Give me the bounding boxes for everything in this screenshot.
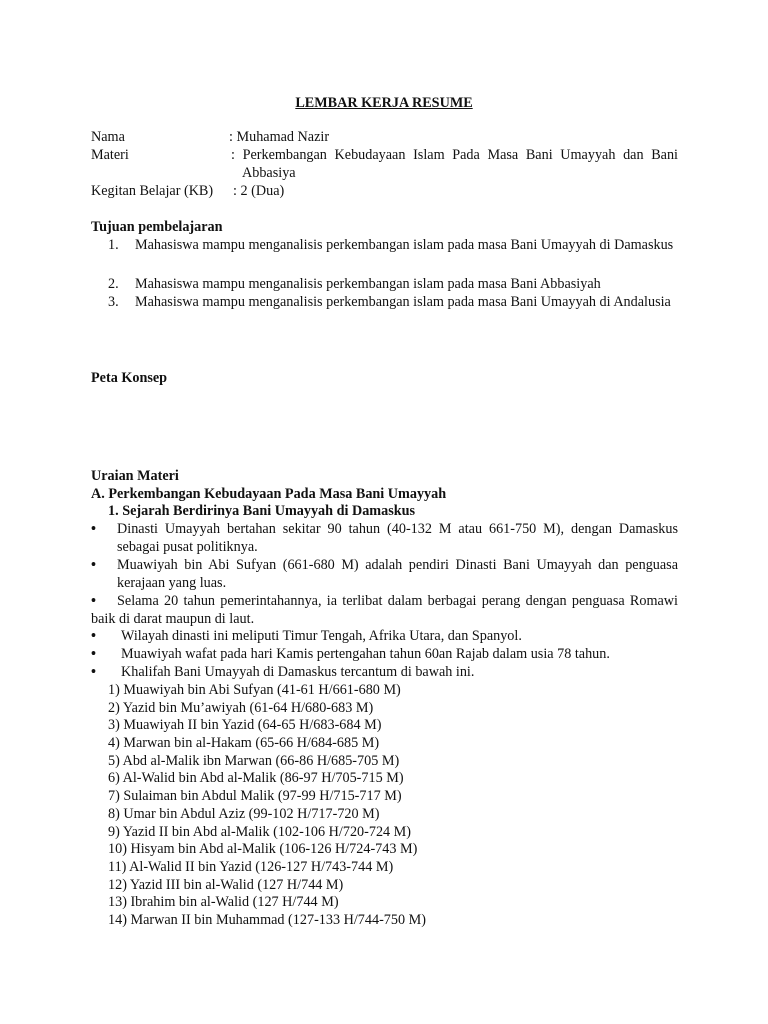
kb-value: : 2 (Dua) [233, 183, 285, 199]
bullet-icon: • [91, 646, 96, 662]
tujuan-item-1 [108, 236, 678, 254]
list-number: 1. [108, 237, 119, 253]
caliph-list-item: 4) Marwan bin al-Hakam (65-66 H/684-685 M) [108, 735, 380, 751]
materi-label: Materi [91, 147, 129, 163]
caliph-list-item: 12) Yazid III bin al-Walid (127 H/744 M) [108, 877, 344, 893]
bullet-item-4 [91, 627, 678, 645]
caliph-list-item: 8) Umar bin Abdul Aziz (99-102 H/717-720 M) [108, 806, 380, 822]
materi-value: : Perkembangan Kebudayaan Islam Pada Masa Bani Umayyah dan Bani [231, 147, 678, 163]
kb-label: Kegitan Belajar (KB) [91, 183, 214, 199]
peta-konsep-heading: Peta Konsep [91, 370, 168, 386]
bullet-text: Dinasti Umayyah bertahan sekitar 90 tahun (40-132 M atau 661-750 M), dengan Damaskus sebagai pusat politiknya. [117, 521, 678, 555]
nama-label: Nama [91, 129, 125, 145]
uraian-heading: Uraian Materi [91, 468, 179, 484]
caliph-list-item: 6) Al-Walid bin Abd al-Malik (86-97 H/705-715 M) [108, 770, 404, 786]
bullet-icon: • [91, 521, 96, 537]
caliph-list-item: 7) Sulaiman bin Abdul Malik (97-99 H/715-717 M) [108, 788, 402, 804]
bullet-icon: • [91, 557, 96, 573]
list-text: Mahasiswa mampu menganalisis perkembangan islam pada masa Bani Umayyah di Damaskus [135, 237, 674, 253]
bullet-item-3 [91, 592, 678, 628]
bullet-item-2 [91, 556, 678, 592]
bullet-text: Muawiyah wafat pada hari Kamis pertengahan tahun 60an Rajab dalam usia 78 tahun. [121, 646, 610, 662]
bullet-text: Muawiyah bin Abi Sufyan (661-680 M) adalah pendiri Dinasti Bani Umayyah dan penguasa kerajaan yang luas. [117, 557, 678, 591]
caliph-list-item: 3) Muawiyah II bin Yazid (64-65 H/683-684 M) [108, 717, 382, 733]
caliph-list-item: 10) Hisyam bin Abd al-Malik (106-126 H/724-743 M) [108, 841, 418, 857]
bullet-item-6 [91, 663, 678, 681]
bullet-text: Wilayah dinasti ini meliputi Timur Tengah, Afrika Utara, dan Spanyol. [121, 628, 522, 644]
bullet-item-1 [91, 520, 678, 556]
caliph-list-item: 9) Yazid II bin Abd al-Malik (102-106 H/720-724 M) [108, 824, 412, 840]
list-text: Mahasiswa mampu menganalisis perkembangan islam pada masa Bani Abbasiyah [135, 276, 601, 292]
tujuan-heading: Tujuan pembelajaran [91, 219, 223, 235]
subsection-1-heading: 1. Sejarah Berdirinya Bani Umayyah di Damaskus [108, 503, 416, 519]
caliph-list-item: 13) Ibrahim bin al-Walid (127 H/744 M) [108, 894, 339, 910]
materi-value-continued: Abbasiya [242, 165, 296, 181]
section-a-heading: A. Perkembangan Kebudayaan Pada Masa Bani Umayyah [91, 486, 447, 502]
list-text: Mahasiswa mampu menganalisis perkembangan islam pada masa Bani Umayyah di Andalusia [135, 294, 671, 310]
bullet-text: Selama 20 tahun pemerintahannya, ia terlibat dalam berbagai perang dengan penguasa Romawi baik di darat maupun di laut. [91, 593, 678, 627]
bullet-text: Khalifah Bani Umayyah di Damaskus tercantum di bawah ini. [121, 664, 475, 680]
document-title: LEMBAR KERJA RESUME [295, 95, 473, 111]
list-number: 2. [108, 276, 119, 292]
caliph-list-item: 5) Abd al-Malik ibn Marwan (66-86 H/685-705 M) [108, 753, 400, 769]
tujuan-item-2 [108, 275, 678, 293]
bullet-icon: • [91, 628, 96, 644]
nama-value: : Muhamad Nazir [229, 129, 330, 145]
caliph-list-item: 14) Marwan II bin Muhammad (127-133 H/744-750 M) [108, 912, 426, 928]
caliph-list-item: 2) Yazid bin Mu’awiyah (61-64 H/680-683 M) [108, 700, 374, 716]
bullet-item-5 [91, 645, 678, 663]
caliph-list-item: 1) Muawiyah bin Abi Sufyan (41-61 H/661-680 M) [108, 682, 401, 698]
list-number: 3. [108, 294, 119, 310]
caliph-list-item: 11) Al-Walid II bin Yazid (126-127 H/743-744 M) [108, 859, 394, 875]
bullet-icon: • [91, 664, 96, 680]
tujuan-item-3 [108, 293, 678, 311]
bullet-icon: • [91, 593, 96, 609]
